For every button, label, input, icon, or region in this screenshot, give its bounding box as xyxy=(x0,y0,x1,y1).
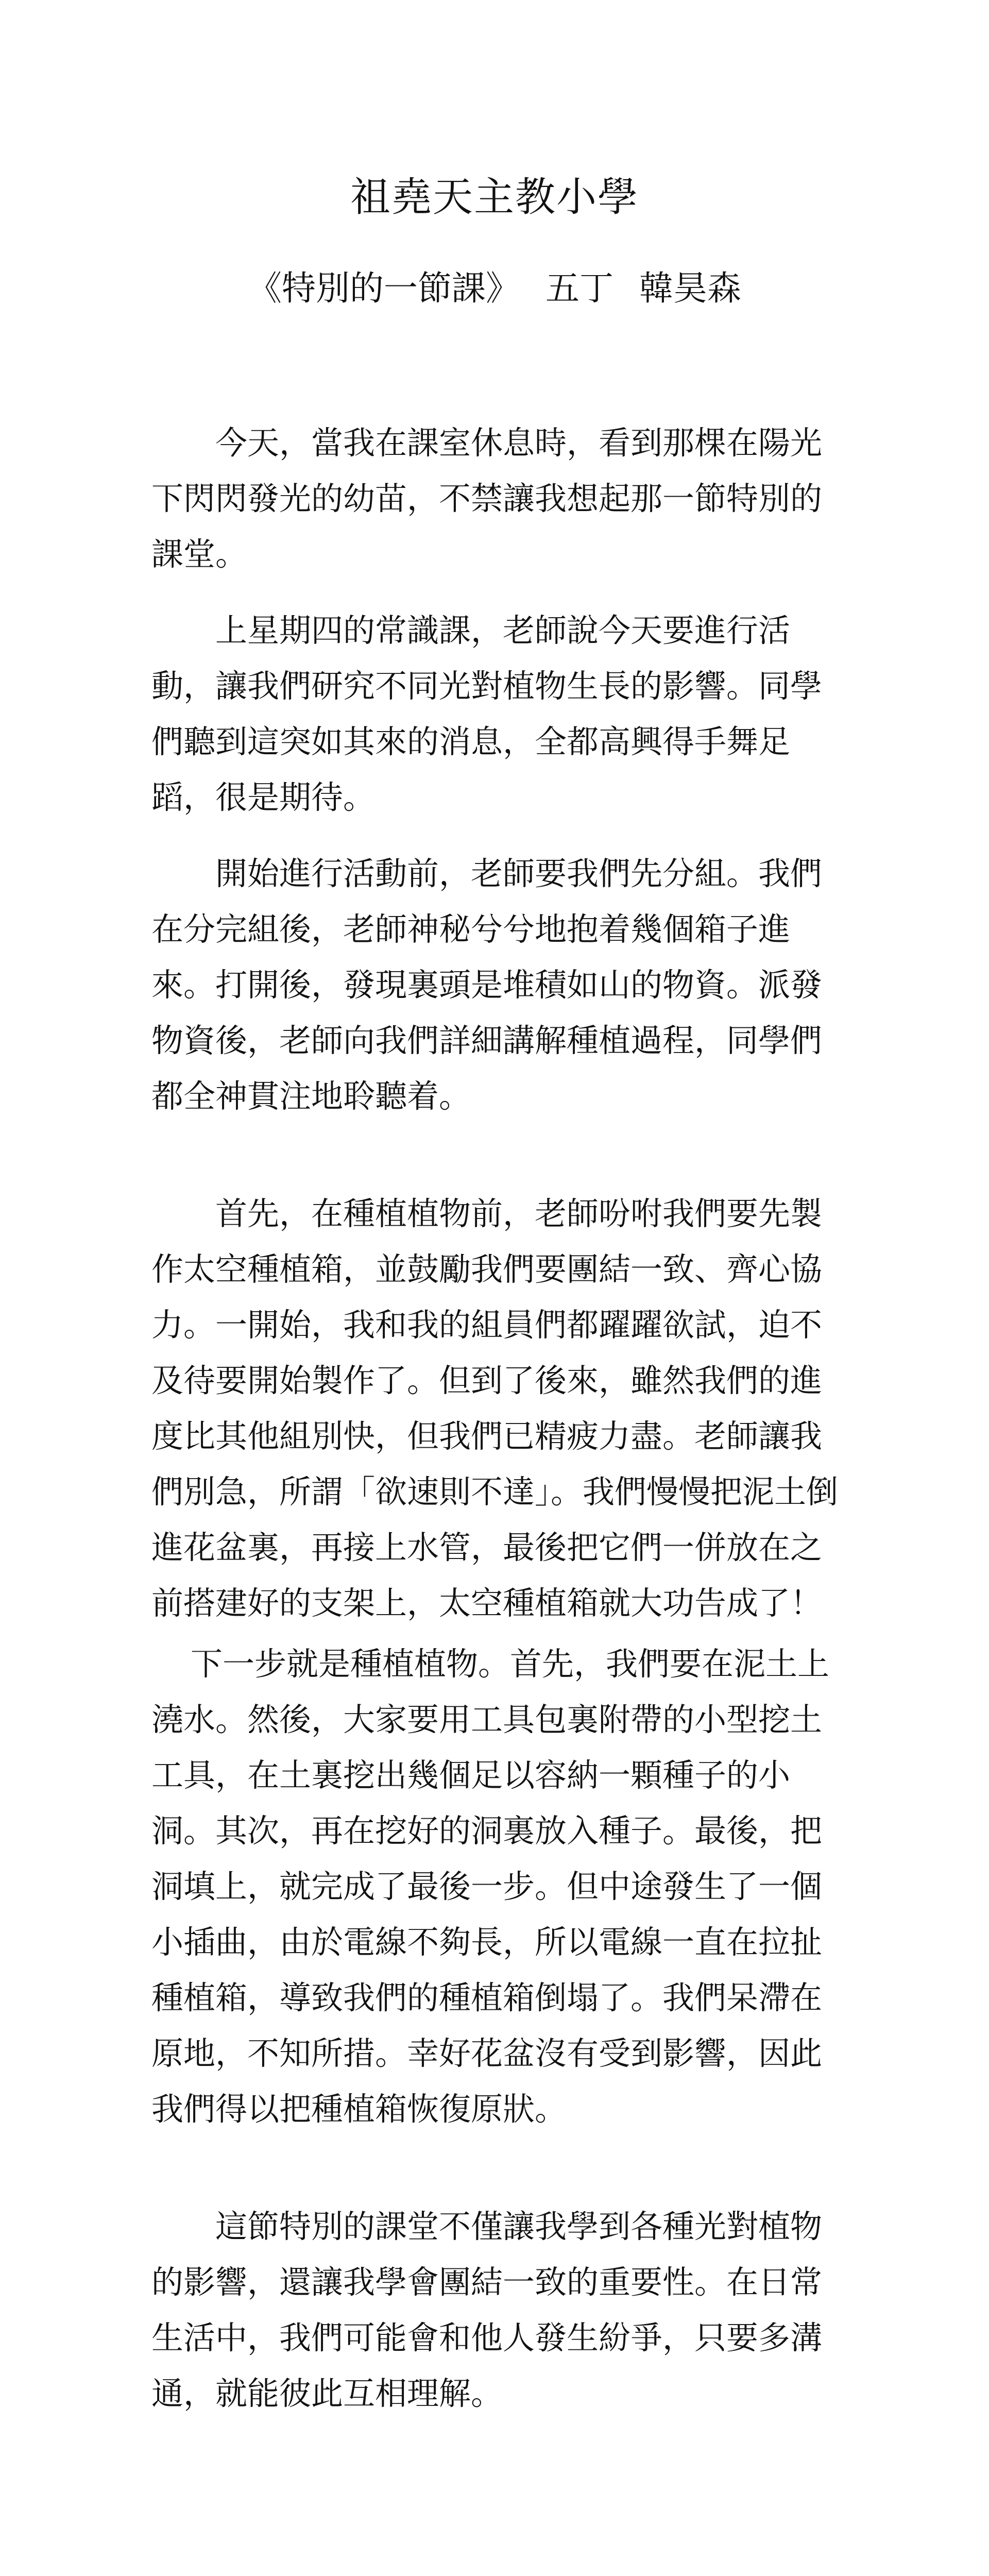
essay-title: 《特別的一節課》 xyxy=(248,268,520,308)
essay-paragraph-1: 今天，當我在課室休息時，看到那棵在陽光下閃閃發光的幼苗，不禁讓我想起那一節特別的課堂。 xyxy=(151,424,823,573)
essay-paragraph-2: 上星期四的常識課，老師說今天要進行活動，讓我們研究不同光對植物生長的影響。同學們聽到這突如其來的消息，全都高興得手舞足蹈，很是期待。 xyxy=(151,612,823,816)
class-name: 五丁 xyxy=(545,268,613,308)
school-name-title: 祖堯天主教小學 xyxy=(350,174,639,221)
essay-paragraph-6: 這節特別的課堂不僅讓我學到各種光對植物的影響，還讓我學會團結一致的重要性。在日常生活中，我們可能會和他人發生紛爭，只要多溝通，就能彼此互相理解。 xyxy=(151,2208,823,2412)
author-name: 韓昊森 xyxy=(639,268,741,308)
essay-heading xyxy=(0,268,989,309)
essay-body xyxy=(151,415,844,2421)
essay-paragraph-3: 開始進行活動前，老師要我們先分組。我們在分完組後，老師神秘兮兮地抱着幾個箱子進來。打開後，發現裏頭是堆積如山的物資。派發物資後，老師向我們詳細講解種植過程，同學們都全神貫注地聆聽着。 xyxy=(151,855,823,1115)
essay-paragraph-4: 首先，在種植植物前，老師吩咐我們要先製作太空種植箱，並鼓勵我們要團結一致、齊心協力。一開始，我和我的組員們都躍躍欲試，迫不及待要開始製作了。但到了後來，雖然我們的進度比其他組別快，但我們已精疲力盡。老師讓我們別急，所謂「欲速則不達」。我們慢慢把泥土倒進花盆裏，再接上水管，最後把它們一併放在之前搭建好的支架上，太空種植箱就大功告成了！ xyxy=(151,1195,839,1622)
essay-paragraph-5: 下一步就是種植植物。首先，我們要在泥土上澆水。然後，大家要用工具包裏附帶的小型挖土工具，在土裏挖出幾個足以容納一顆種子的小洞。其次，再在挖好的洞裏放入種子。最後，把洞填上，就完成了最後一步。但中途發生了一個小插曲，由於電線不夠長，所以電線一直在拉扯種植箱，導致我們的種植箱倒塌了。我們呆滯在原地，不知所措。幸好花盆沒有受到影響，因此我們得以把種植箱恢復原狀。 xyxy=(151,1645,830,2128)
